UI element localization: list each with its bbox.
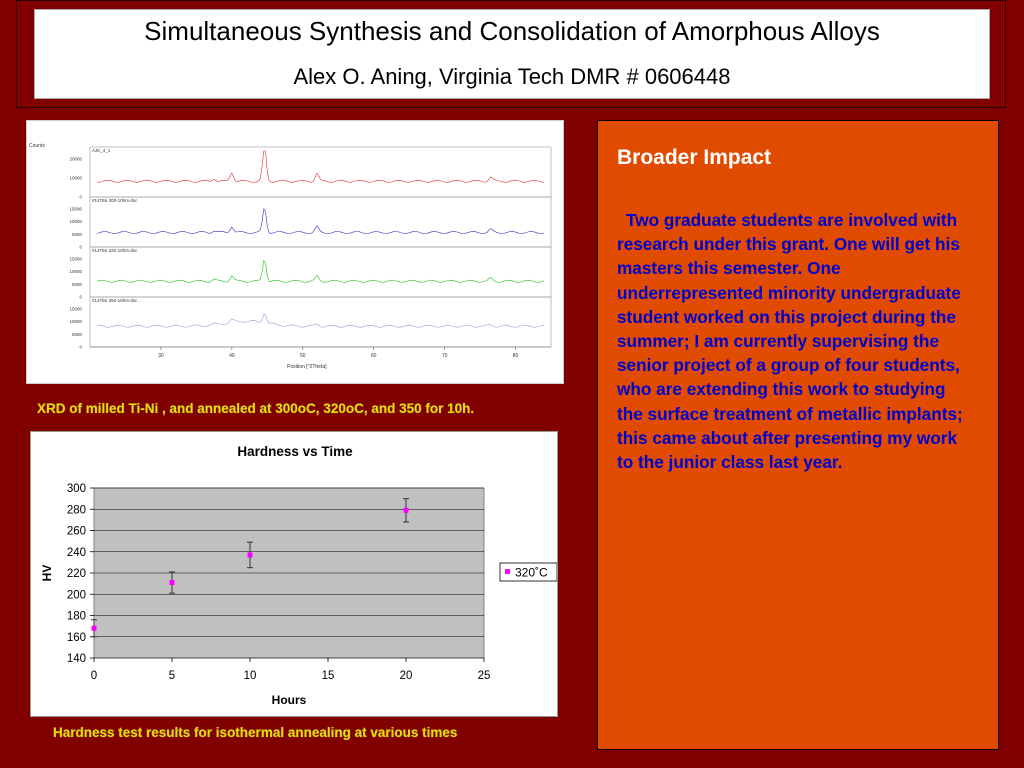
data-point bbox=[92, 626, 97, 631]
xrd-y-axis-label: Counts bbox=[29, 143, 45, 149]
x-tick-label: 5 bbox=[168, 670, 176, 682]
x-tick-label: 0 bbox=[90, 670, 98, 682]
x-axis-label: Hours bbox=[271, 693, 307, 707]
xrd-x-tick-label: 70 bbox=[441, 353, 448, 359]
x-tick-label: 15 bbox=[321, 670, 335, 682]
xrd-x-axis-label: Position [°2Theta] bbox=[287, 364, 327, 370]
xrd-trace bbox=[97, 314, 544, 327]
xrd-y-tick-label: 10000 bbox=[69, 219, 82, 225]
xrd-caption: XRD of milled Ti-Ni , and annealed at 300oC, 320oC, and 350 for 10h. bbox=[37, 401, 475, 416]
y-tick-label: 140 bbox=[66, 653, 86, 665]
xrd-y-tick-label: 0 bbox=[79, 244, 82, 250]
xrd-y-tick-label: 5000 bbox=[71, 281, 82, 287]
xrd-panel-frame bbox=[90, 247, 551, 297]
xrd-panel-frame bbox=[90, 197, 551, 247]
xrd-panel-label: #14TiNi 320-10hrs-dsc bbox=[92, 248, 138, 253]
xrd-panel-label: AJK_4_1 bbox=[92, 148, 111, 153]
xrd-panel-frame bbox=[90, 297, 551, 347]
xrd-y-tick-label: 10000 bbox=[69, 175, 82, 181]
hardness-caption: Hardness test results for isothermal annealing at various times bbox=[53, 725, 458, 740]
y-tick-label: 300 bbox=[66, 483, 86, 495]
legend-label: 320˚C bbox=[515, 565, 548, 580]
xrd-y-tick-label: 0 bbox=[79, 194, 82, 200]
xrd-y-tick-label: 5000 bbox=[71, 231, 82, 237]
xrd-x-tick-label: 60 bbox=[370, 353, 377, 359]
broader-impact-body: Two graduate students are involved with research under this grant. One will get his masters this semester. One underrepresented minority undergraduate student worked on this project during the summer; I am currently supervising the senior project of a group of four students, who are extending this work to studying the surface treatment of metallic implants; this came about after presenting my work to the junior class last year. bbox=[617, 210, 963, 473]
xrd-y-tick-label: 15000 bbox=[69, 306, 82, 312]
xrd-y-tick-label: 15000 bbox=[69, 256, 82, 262]
y-tick-label: 220 bbox=[66, 568, 86, 580]
xrd-trace bbox=[97, 151, 544, 182]
xrd-panel-label: #14TiNi 300-10hrs-dsc bbox=[92, 198, 138, 203]
y-tick-label: 180 bbox=[66, 610, 86, 623]
y-tick-label: 160 bbox=[66, 631, 86, 644]
data-point bbox=[248, 552, 253, 557]
xrd-y-tick-label: 10000 bbox=[69, 319, 82, 325]
x-tick-label: 20 bbox=[399, 670, 413, 682]
xrd-x-tick-label: 40 bbox=[229, 353, 235, 359]
x-tick-label: 25 bbox=[477, 670, 491, 682]
poster-subtitle: Alex O. Aning, Virginia Tech DMR # 0606448 bbox=[293, 64, 731, 89]
y-tick-label: 200 bbox=[66, 589, 86, 602]
xrd-y-tick-label: 15000 bbox=[69, 206, 82, 212]
chart-title: Hardness vs Time bbox=[237, 444, 353, 459]
data-point bbox=[170, 580, 175, 585]
poster-title: Simultaneous Synthesis and Consolidation of Amorphous Alloys bbox=[144, 16, 880, 46]
title-box bbox=[34, 9, 990, 99]
xrd-y-tick-label: 5000 bbox=[71, 331, 82, 337]
hardness-plot bbox=[31, 432, 557, 716]
xrd-x-tick-label: 30 bbox=[158, 353, 164, 359]
broader-impact-panel bbox=[597, 120, 999, 750]
y-tick-label: 260 bbox=[66, 525, 86, 538]
xrd-x-tick-label: 50 bbox=[299, 353, 306, 359]
legend bbox=[500, 563, 557, 581]
xrd-x-tick-label: 80 bbox=[512, 353, 519, 359]
data-point bbox=[404, 508, 409, 513]
legend-marker bbox=[505, 569, 510, 574]
xrd-panel-label: #14TiNi 350-10hrs-dsc bbox=[92, 298, 138, 303]
xrd-figure bbox=[26, 120, 564, 384]
xrd-panel-frame bbox=[90, 147, 551, 197]
broader-impact-title: Broader Impact bbox=[617, 146, 772, 169]
hardness-chart bbox=[30, 431, 558, 717]
y-axis-label: HV bbox=[40, 564, 54, 582]
xrd-plot bbox=[27, 121, 563, 383]
xrd-trace bbox=[97, 261, 544, 283]
x-tick-label: 10 bbox=[243, 670, 257, 682]
y-tick-label: 280 bbox=[66, 504, 86, 517]
xrd-y-tick-label: 10000 bbox=[69, 269, 82, 275]
xrd-y-tick-label: 0 bbox=[79, 344, 82, 350]
xrd-y-tick-label: 20000 bbox=[69, 156, 82, 162]
y-tick-label: 240 bbox=[66, 546, 86, 559]
xrd-trace bbox=[97, 209, 544, 234]
xrd-y-tick-label: 0 bbox=[79, 294, 82, 300]
